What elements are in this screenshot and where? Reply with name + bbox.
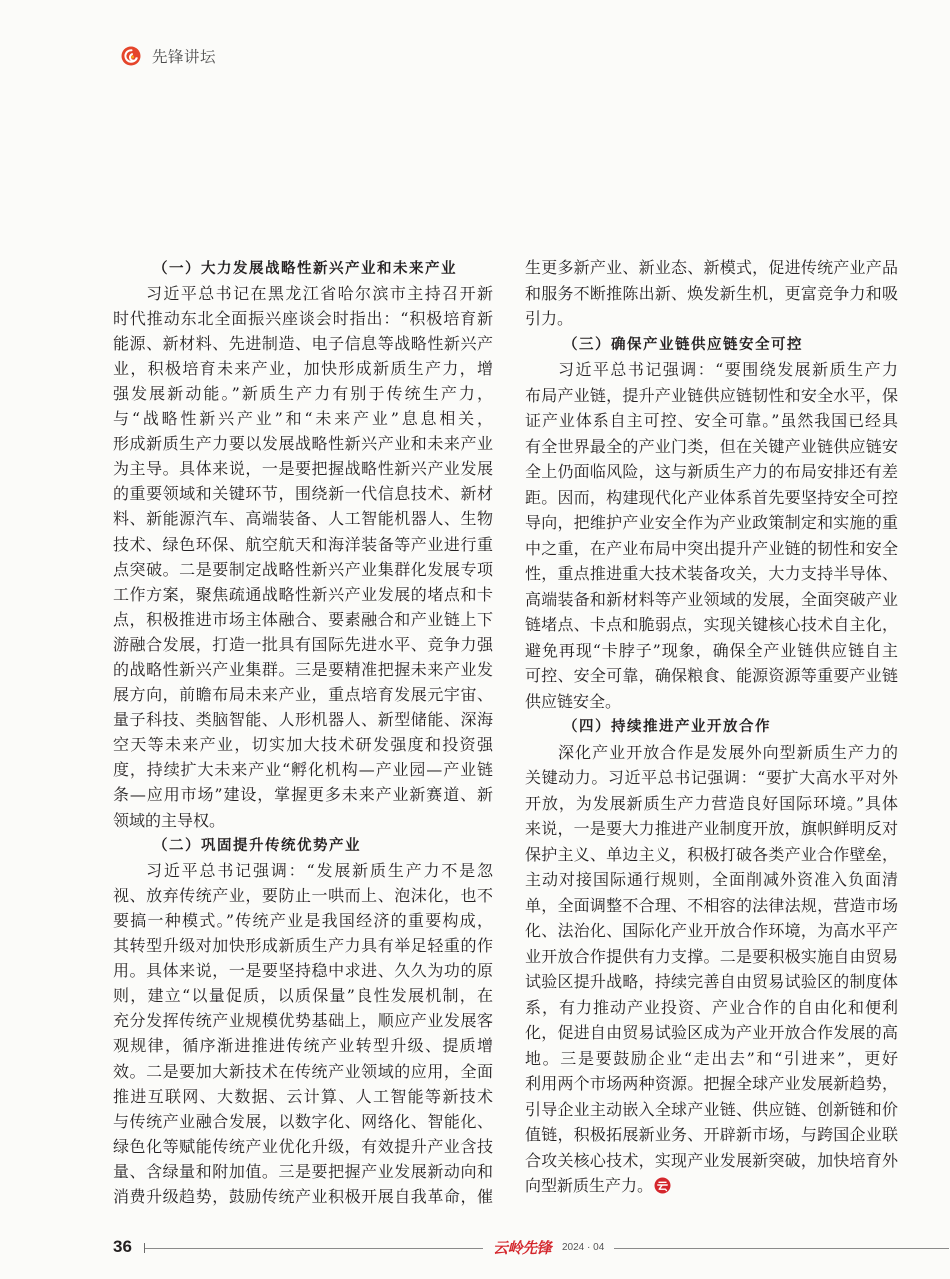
text-line: 生更多新产业、新业态、新模式，促进传统产业产品 <box>525 258 898 277</box>
text-line: 证产业体系自主可控、安全可靠。”虽然我国已经具 <box>525 411 898 430</box>
section-heading-4: （四）持续推进产业开放合作 <box>563 718 771 735</box>
text-line: 供应链安全。 <box>525 691 622 711</box>
text-line: 与传统产业融合发展，以数字化、网络化、智能化、 <box>113 1111 493 1131</box>
text-line: 主动对接国际通行规则，全面削减外资准入负面清 <box>525 870 898 889</box>
text-line: 中之重，在产业布局中突出提升产业链的韧性和安全 <box>525 538 898 558</box>
text-line: 工作方案，聚焦疏通战略性新兴产业发展的堵点和卡 <box>113 584 493 604</box>
paragraph-2 <box>113 858 493 1209</box>
text-line: 化，促进自由贸易试验区成为产业开放合作发展的高 <box>525 1023 898 1042</box>
section-title: 先锋讲坛 <box>152 48 217 66</box>
text-line: 引导企业主动嵌入全球产业链、供应链、创新链和价 <box>525 1099 898 1119</box>
text-line: 度，持续扩大未来产业“孵化机构—产业园—产业链 <box>113 760 493 780</box>
text-line: 的战略性新兴产业集群。三是要精准把握未来产业发 <box>113 660 493 679</box>
text-line: 和服务不断推陈出新、焕发新生机，更富竞争力和吸 <box>525 283 898 303</box>
text-line: 习近平总书记强调：“要围绕发展新质生产力 <box>558 360 898 379</box>
text-line: 游融合发展，打造一批具有国际先进水平、竞争力强 <box>113 634 493 654</box>
text-line: 用。具体来说，一是要坚持稳中求进、久久为功的原 <box>113 961 493 981</box>
text-line: 时代推动东北全面振兴座谈会时指出：“积极培育新 <box>113 308 493 328</box>
text-line: 要搞一种模式。”传统产业是我国经济的重要构成， <box>113 910 493 930</box>
section-heading-2: （二）巩固提升传统优势产业 <box>153 836 361 854</box>
swirl-logo-icon <box>121 46 141 66</box>
text-line: 保护主义、单边主义，积极打破各类产业合作壁垒， <box>525 844 898 864</box>
text-line: 导向，把维护产业安全作为产业政策制定和实施的重 <box>525 513 898 532</box>
text-line: 性，重点推进重大技术装备攻关，大力支持半导体、 <box>525 564 898 583</box>
text-line: 展方向，前瞻布局未来产业，重点培育发展元宇宙、 <box>113 685 493 705</box>
issue-label: 2024 · 04 <box>562 1242 605 1253</box>
text-line: 其转型升级对加快形成新质生产力具有举足轻重的作 <box>113 936 493 956</box>
section-heading-3: （三）确保产业链供应链安全可控 <box>563 335 803 353</box>
text-line: 全上仍面临风险，这与新质生产力的布局安排还有差 <box>525 462 898 481</box>
text-line: 条—应用市场”建设，掌握更多未来产业新赛道、新 <box>113 785 493 805</box>
text-line: 形成新质生产力要以发展战略性新兴产业和未来产业 <box>113 434 493 454</box>
text-line: 消费升级趋势，鼓励传统产业积极开展自我革命，催 <box>113 1186 493 1206</box>
text-line: 高端装备和新材料等产业领域的发展，全面突破产业 <box>525 589 898 609</box>
text-line: 则，建立“以量促质，以质保量”良性发展机制，在 <box>113 986 493 1006</box>
text-line: 来说，一是要大力推进产业制度开放，旗帜鲜明反对 <box>525 819 898 838</box>
magazine-logo: 云岭先锋 <box>493 1239 552 1257</box>
text-line: 单，全面调整不合理、不相容的法律法规，营造市场 <box>525 895 898 915</box>
text-line: 的重要领域和关键环节，围绕新一代信息技术、新材 <box>113 484 493 504</box>
left-column <box>113 256 493 1210</box>
text-line: 化、法治化、国际化产业开放合作环境，为高水平产 <box>525 921 898 940</box>
text-line: 习近平总书记在黑龙江省哈尔滨市主持召开新 <box>146 283 493 303</box>
text-line: 利用两个市场两种资源。把握全球产业发展新趋势， <box>525 1074 898 1093</box>
text-line: 地。三是要鼓励企业“走出去”和“引进来”，更好 <box>525 1048 898 1068</box>
paragraph-4 <box>525 740 898 1199</box>
paragraph-2-continued <box>525 255 898 332</box>
text-line: 与“战略性新兴产业”和“未来产业”息息相关， <box>113 409 493 429</box>
text-line: 效。二是要加大新技术在传统产业领域的应用，全面 <box>113 1061 493 1081</box>
text-line: 观规律，循序渐进推进传统产业转型升级、提质增 <box>113 1036 493 1056</box>
text-line: 强发展新动能。”新质生产力有别于传统生产力， <box>113 383 493 403</box>
text-line: 关键动力。习近平总书记强调：“要扩大高水平对外 <box>525 768 898 787</box>
text-line: 系，有力推动产业投资、产业合作的自由化和便利 <box>525 997 898 1017</box>
text-line: 可控、安全可靠，确保粮食、能源资源等重要产业链 <box>525 666 898 685</box>
text-line: 料、新能源汽车、高端装备、人工智能机器人、生物 <box>113 509 493 529</box>
page-number: 36 <box>113 1237 132 1256</box>
text-line: 向型新质生产力。 <box>525 1176 654 1195</box>
right-column <box>525 255 898 1199</box>
text-line: 引力。 <box>525 309 574 328</box>
text-line: 布局产业链，提升产业链供应链韧性和安全水平，保 <box>525 385 898 405</box>
section-header <box>121 45 216 67</box>
text-line: 试验区提升战略，持续完善自由贸易试验区的制度体 <box>525 972 898 991</box>
text-line: 合攻关核心技术，实现产业发展新突破，加快培育外 <box>525 1150 898 1170</box>
paragraph-3 <box>525 357 898 714</box>
text-line: 深化产业开放合作是发展外向型新质生产力的 <box>558 742 898 762</box>
text-line: 习近平总书记强调：“发展新质生产力不是忽 <box>146 860 493 880</box>
text-line: 链堵点、卡点和脆弱点，实现关键核心技术自主化， <box>525 615 898 634</box>
text-line: 点，积极推进市场主体融合、要素融合和产业链上下 <box>113 609 493 629</box>
text-line: 量子科技、类脑智能、人形机器人、新型储能、深海 <box>113 710 493 730</box>
text-line: 开放，为发展新质生产力营造良好国际环境。”具体 <box>525 793 898 813</box>
text-line: 技术、绿色环保、航空航天和海洋装备等产业进行重 <box>113 534 493 554</box>
text-line: 避免再现“卡脖子”现象，确保全产业链供应链自主 <box>525 640 898 660</box>
footer-rule-right <box>614 1248 949 1249</box>
text-line: 充分发挥传统产业规模优势基础上，顺应产业发展客 <box>113 1011 493 1031</box>
footer-rule-left <box>145 1248 483 1249</box>
text-line: 空天等未来产业，切实加大技术研发强度和投资强 <box>113 735 493 755</box>
text-line: 能源、新材料、先进制造、电子信息等战略性新兴产 <box>113 333 493 353</box>
text-line: 领域的主导权。 <box>113 810 226 830</box>
text-line: 绿色化等赋能传统产业优化升级，有效提升产业含技 <box>113 1136 493 1156</box>
text-line: 为主导。具体来说，一是要把握战略性新兴产业发展 <box>113 459 493 479</box>
text-line: 量、含绿量和附加值。三是要把握产业发展新动向和 <box>113 1161 493 1181</box>
text-line: 距。因而，构建现代化产业体系首先要坚持安全可控 <box>525 487 898 507</box>
text-line: 业，积极培育未来产业，加快形成新质生产力，增 <box>113 358 493 378</box>
text-line: 视、放弃传统产业，要防止一哄而上、泡沫化，也不 <box>113 885 493 905</box>
text-line: 有全世界最全的产业门类，但在关键产业链供应链安 <box>525 436 898 456</box>
end-mark-icon <box>654 1177 671 1194</box>
text-line: 值链，积极拓展新业务、开辟新市场，与跨国企业联 <box>525 1125 898 1144</box>
text-line: 推进互联网、大数据、云计算、人工智能等新技术 <box>113 1086 493 1106</box>
final-text-line <box>525 1173 898 1199</box>
paragraph-1 <box>113 281 493 833</box>
text-line: 业开放合作提供有力支撑。二是要积极实施自由贸易 <box>525 946 898 966</box>
section-heading-1: （一）大力发展战略性新兴产业和未来产业 <box>153 259 457 277</box>
text-line: 点突破。二是要制定战略性新兴产业集群化发展专项 <box>113 559 493 579</box>
